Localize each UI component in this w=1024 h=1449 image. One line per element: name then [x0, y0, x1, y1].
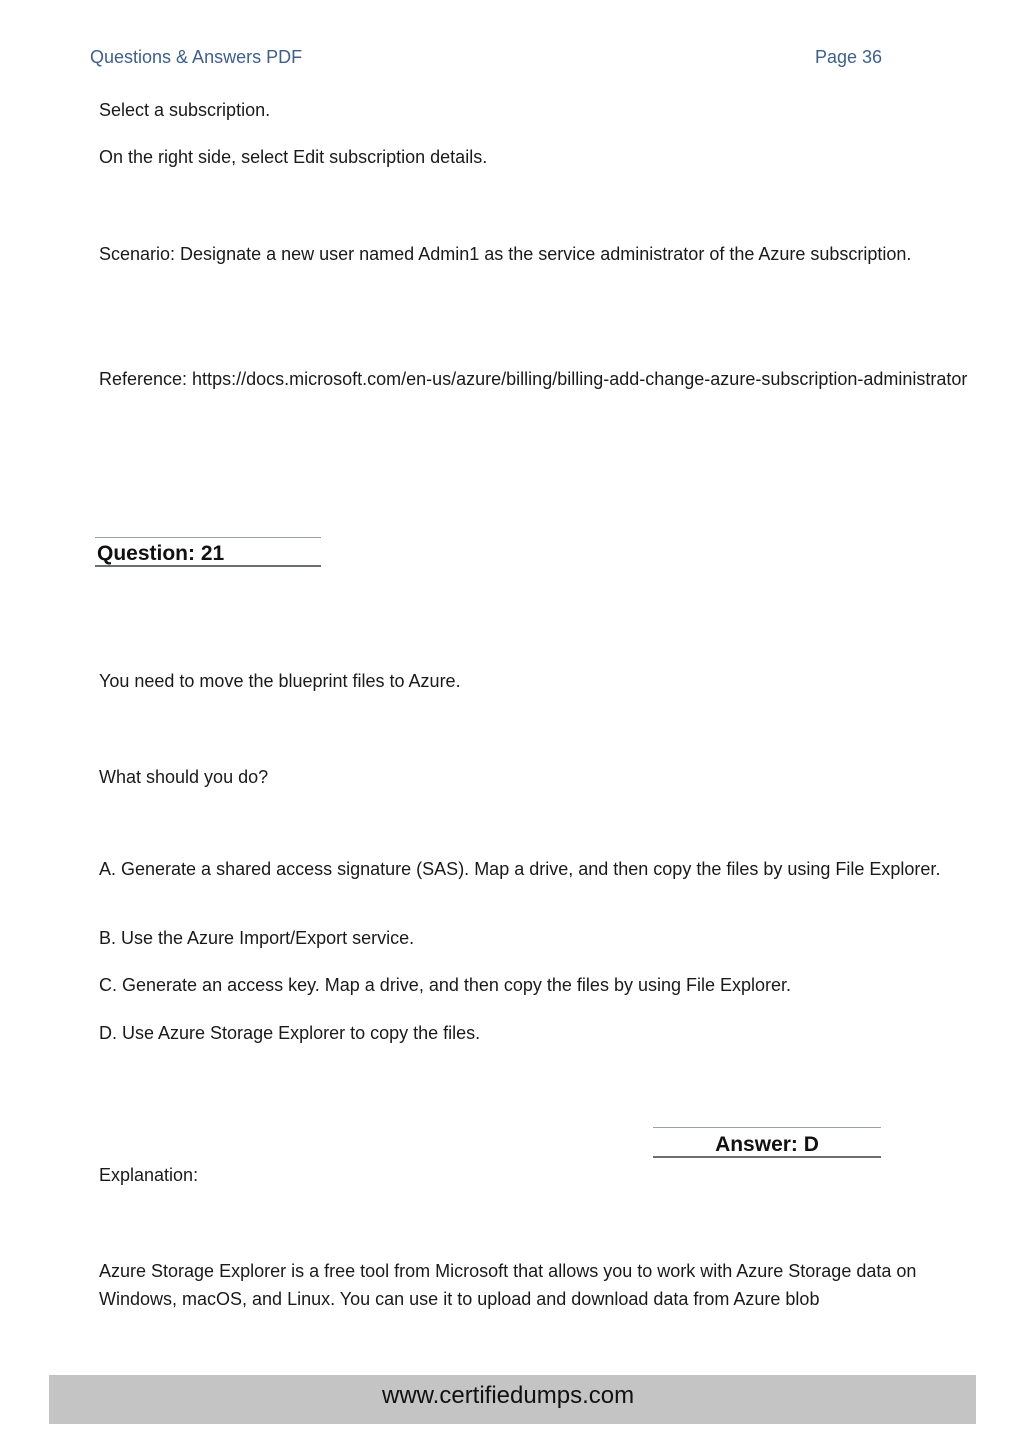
reference-text: Reference: https://docs.microsoft.com/en-us/azure/billing/billing-add-change-azure-subscription-administrator [99, 369, 968, 389]
page-number: Page 36 [815, 47, 883, 67]
explanation-text: Azure Storage Explorer is a free tool from Microsoft that allows you to work with Azure Storage data on Windows, macOS, and Linux. You can use it to upload and download data from Azure blob [99, 1261, 917, 1309]
instruction-line-2: On the right side, select Edit subscription details. [99, 147, 488, 167]
explanation-label: Explanation: [99, 1165, 199, 1185]
answer-label: Answer: D [715, 1133, 819, 1156]
option-b: B. Use the Azure Import/Export service. [99, 928, 415, 948]
question-heading: Question: 21 [97, 542, 225, 565]
scenario-text: Scenario: Designate a new user named Admin1 as the service administrator of the Azure subscription. [99, 244, 912, 264]
question-prompt: What should you do? [99, 767, 269, 787]
question-heading-box [95, 537, 321, 567]
option-d: D. Use Azure Storage Explorer to copy the files. [99, 1023, 481, 1043]
header-title: Questions & Answers PDF [90, 47, 303, 67]
footer-url[interactable]: www.certifiedumps.com [382, 1382, 635, 1409]
instruction-line-1: Select a subscription. [99, 100, 271, 120]
option-c: C. Generate an access key. Map a drive, and then copy the files by using File Explorer. [99, 975, 792, 995]
answer-box [653, 1127, 881, 1158]
option-a: A. Generate a shared access signature (SAS). Map a drive, and then copy the files by using File Explorer. [99, 859, 941, 879]
question-text: You need to move the blueprint files to Azure. [99, 671, 461, 691]
